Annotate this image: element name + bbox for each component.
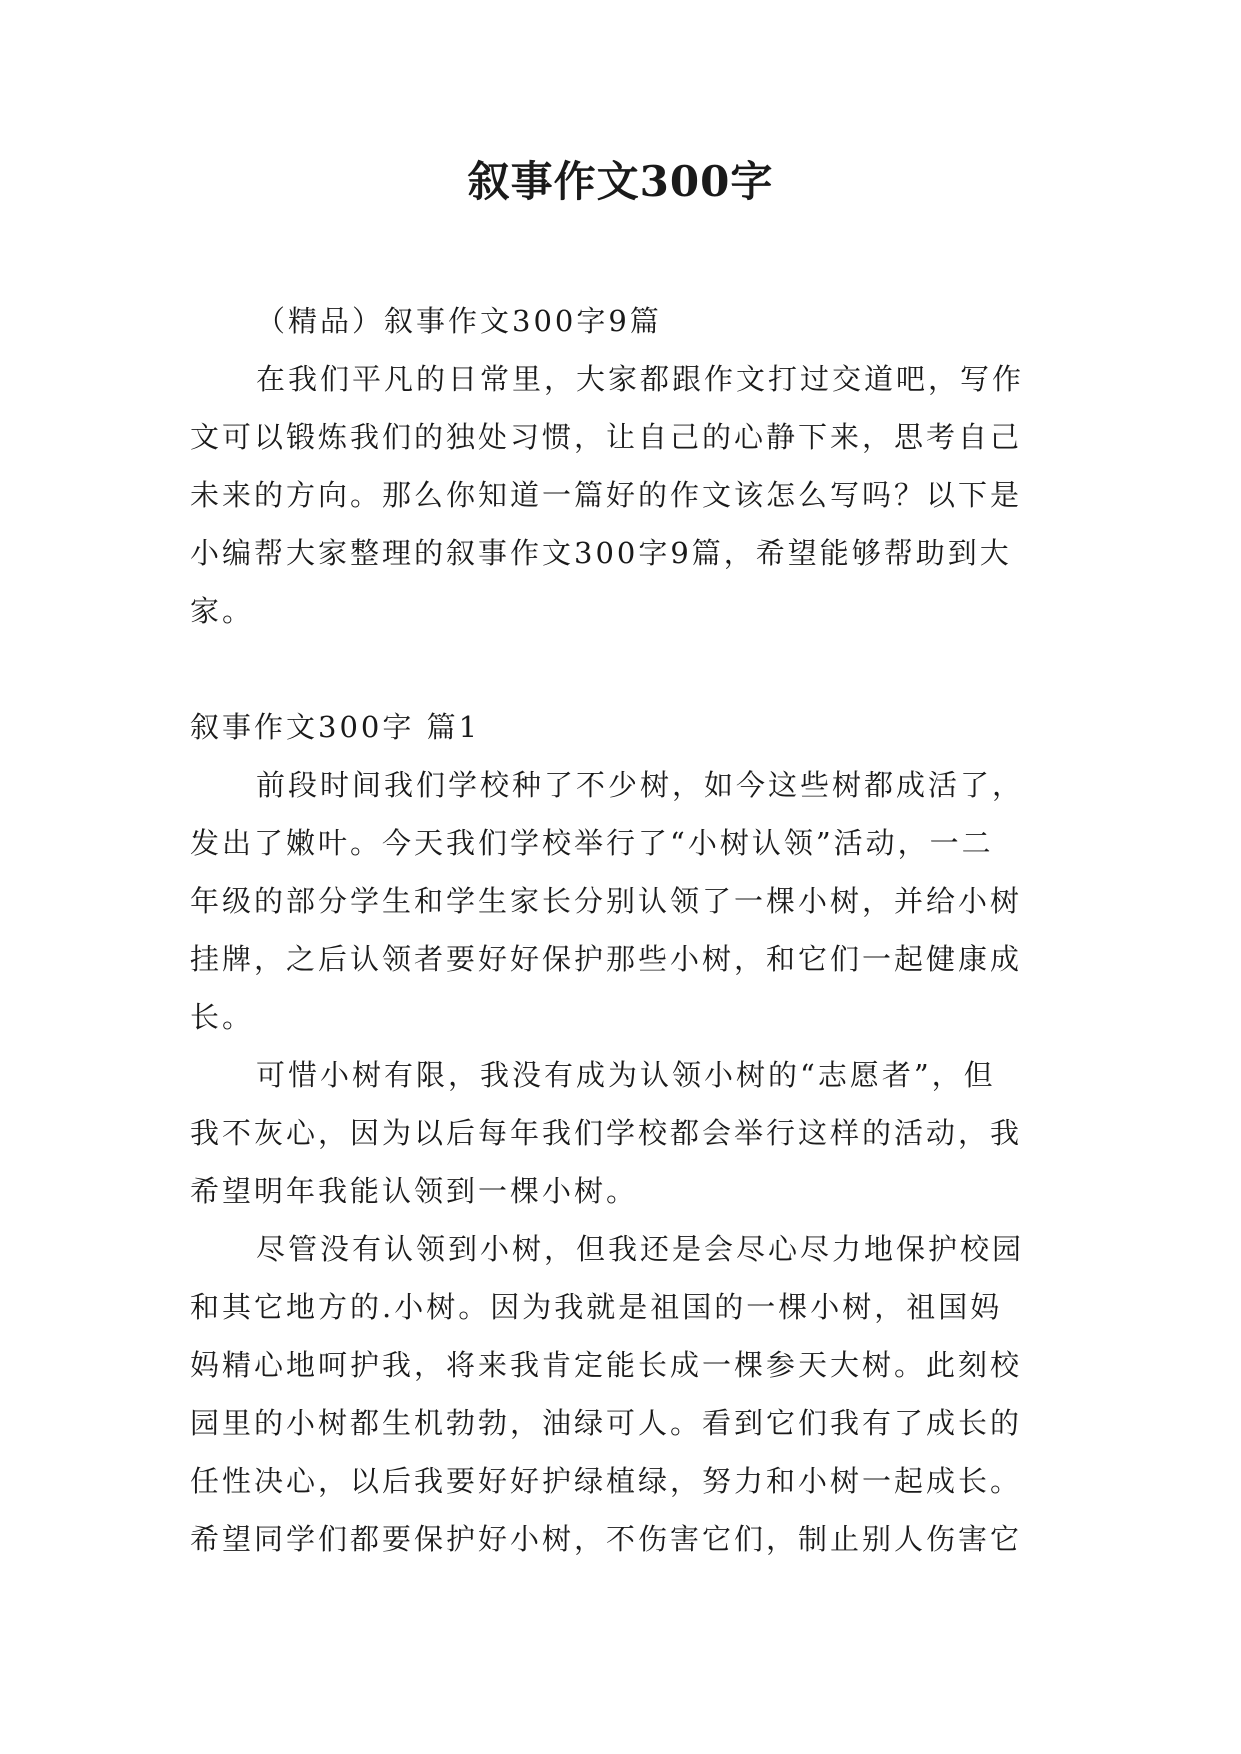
section-heading: 叙事作文300字 篇1	[190, 710, 481, 744]
paragraph-line: 尽管没有认领到小树，但我还是会尽心尽力地保护校园	[256, 1232, 1025, 1266]
paragraph-line: 年级的部分学生和学生家长分别认领了一棵小树，并给小树	[190, 884, 1023, 918]
paragraph-line: 家。	[190, 594, 255, 628]
paragraph-line: 任性决心，以后我要好好护绿植绿，努力和小树一起成长。	[190, 1464, 1023, 1498]
paragraph-line: 可惜小树有限，我没有成为认领小树的“志愿者”，但	[256, 1058, 996, 1092]
paragraph-1	[190, 756, 1058, 1046]
paragraph-line: 希望同学们都要保护好小树，不伤害它们，制止别人伤害它	[190, 1522, 1023, 1556]
paragraph-line: 在我们平凡的日常里，大家都跟作文打过交道吧，写作	[256, 362, 1025, 396]
document-body	[190, 292, 1058, 1568]
paragraph-line: 前段时间我们学校种了不少树，如今这些树都成活了，	[256, 768, 1025, 802]
paragraph-line: 发出了嫩叶。今天我们学校举行了“小树认领”活动，一二	[190, 826, 994, 860]
paragraph-line: 妈精心地呵护我，将来我肯定能长成一棵参天大树。此刻校	[190, 1348, 1023, 1382]
spacer	[190, 640, 1058, 698]
paragraph-line: 长。	[190, 1000, 255, 1034]
paragraph-line: 我不灰心，因为以后每年我们学校都会举行这样的活动，我	[190, 1116, 1023, 1150]
paragraph-line: 文可以锻炼我们的独处习惯，让自己的心静下来，思考自己	[190, 420, 1023, 454]
document-title: 叙事作文300字	[467, 157, 774, 206]
paragraph-line: 和其它地方的.小树。因为我就是祖国的一棵小树，祖国妈	[190, 1290, 1003, 1324]
paragraph-line: 未来的方向。那么你知道一篇好的作文该怎么写吗？以下是	[190, 478, 1023, 512]
paragraph-line: 小编帮大家整理的叙事作文300字9篇，希望能够帮助到大	[190, 536, 1012, 570]
paragraph-3	[190, 1220, 1058, 1568]
paragraph-line: 挂牌，之后认领者要好好保护那些小树，和它们一起健康成	[190, 942, 1023, 976]
paragraph-line: 园里的小树都生机勃勃，油绿可人。看到它们我有了成长的	[190, 1406, 1023, 1440]
document-subtitle: （精品）叙事作文300字9篇	[256, 304, 662, 338]
intro-paragraph	[190, 350, 1058, 640]
paragraph-2	[190, 1046, 1058, 1220]
paragraph-line: 希望明年我能认领到一棵小树。	[190, 1174, 639, 1208]
